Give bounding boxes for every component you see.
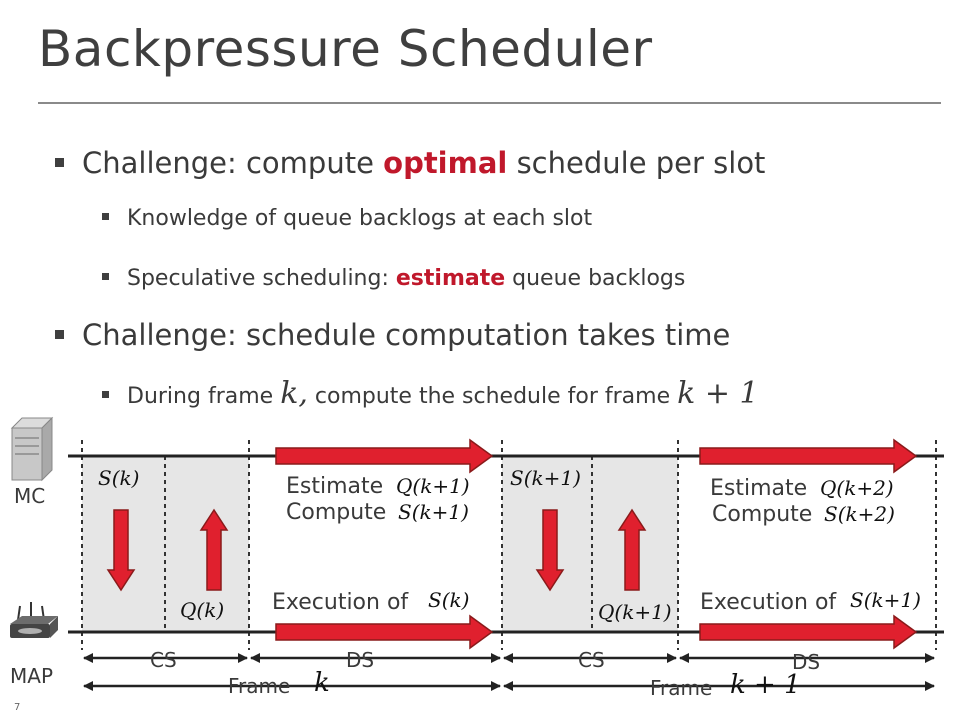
frame-label: Frame bbox=[650, 676, 713, 700]
label-s-k1-exec: S(k+1) bbox=[850, 588, 921, 612]
execution-label: Execution of bbox=[272, 590, 409, 615]
server-icon bbox=[12, 418, 52, 480]
map-label: MAP bbox=[10, 664, 53, 688]
highlight-estimate: estimate bbox=[395, 266, 506, 291]
cs-label: CS bbox=[150, 648, 177, 672]
frame-label: Frame bbox=[228, 674, 291, 698]
math-k-plus-1: k + 1 bbox=[677, 376, 759, 411]
label-s-k-exec: S(k) bbox=[428, 588, 470, 612]
math-k: k, bbox=[280, 376, 308, 411]
label-frame-k: k bbox=[314, 668, 330, 698]
label-s-k: S(k) bbox=[98, 466, 140, 490]
compute-label: Compute bbox=[286, 500, 387, 525]
label-s-k2-compute: S(k+2) bbox=[824, 502, 895, 526]
slide-title: Backpressure Scheduler bbox=[38, 20, 653, 78]
label-s-k1: S(k+1) bbox=[510, 466, 581, 490]
label-q-k2-estimate: Q(k+2) bbox=[820, 476, 894, 500]
label-frame-k1: k + 1 bbox=[730, 670, 801, 700]
execution-label: Execution of bbox=[700, 590, 837, 615]
mc-label: MC bbox=[14, 484, 46, 508]
highlight-optimal: optimal bbox=[383, 146, 508, 180]
bullet-text: During frame bbox=[127, 384, 281, 409]
label-q-k: Q(k) bbox=[180, 598, 225, 622]
label-q-k1-estimate: Q(k+1) bbox=[396, 474, 470, 498]
bullet-text: compute the schedule for frame bbox=[307, 384, 678, 409]
cs-label: CS bbox=[578, 648, 605, 672]
label-q-k1: Q(k+1) bbox=[598, 600, 672, 624]
bullet-text: schedule per slot bbox=[507, 146, 766, 180]
label-s-k1-compute: S(k+1) bbox=[398, 500, 469, 524]
execution-arrow bbox=[276, 616, 492, 648]
router-icon bbox=[10, 602, 58, 638]
estimate-label: Estimate bbox=[286, 474, 384, 499]
estimate-label: Estimate bbox=[710, 476, 808, 501]
ds-label: DS bbox=[346, 648, 375, 672]
page-number: 7 bbox=[14, 702, 21, 713]
bullet-text: Challenge: schedule computation takes time bbox=[82, 318, 731, 352]
compute-label: Compute bbox=[712, 502, 813, 527]
ds-label: DS bbox=[792, 650, 821, 674]
bullet-text: queue backlogs bbox=[505, 266, 686, 291]
bullet-text: Speculative scheduling: bbox=[127, 266, 396, 291]
bullet-text: Challenge: compute bbox=[82, 146, 384, 180]
compute-arrow bbox=[276, 440, 492, 472]
execution-arrow bbox=[700, 616, 916, 648]
compute-arrow bbox=[700, 440, 916, 472]
bullet-text: Knowledge of queue backlogs at each slot bbox=[127, 206, 593, 231]
